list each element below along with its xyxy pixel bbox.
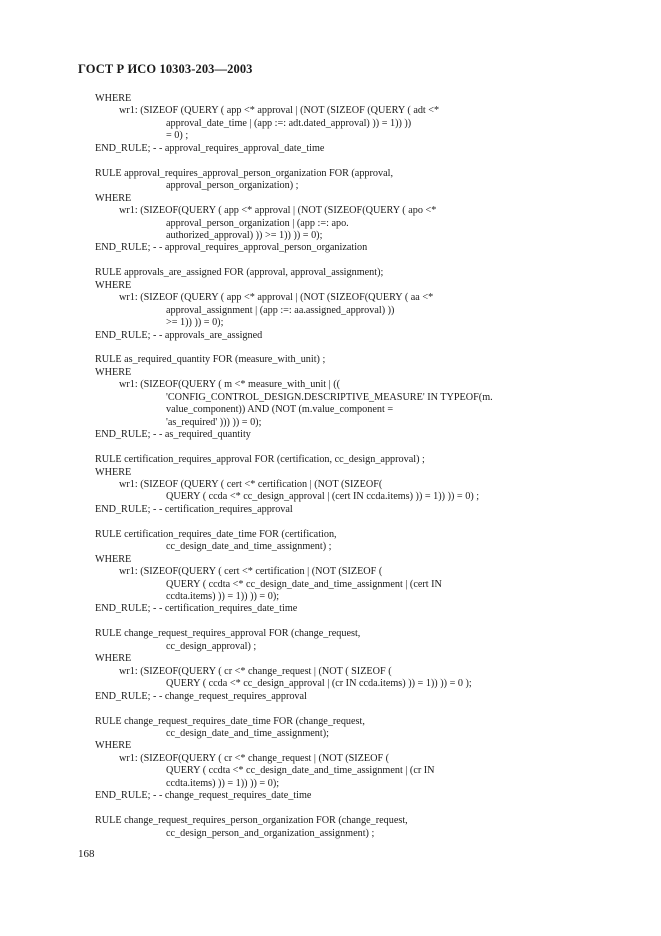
code-line: QUERY ( ccdta <* cc_design_date_and_time_assignment | (cr IN bbox=[166, 765, 435, 777]
code-line: WHERE bbox=[95, 366, 132, 378]
code-line: WHERE bbox=[95, 740, 132, 752]
code-line: END_RULE; - - change_request_requires_date_time bbox=[95, 790, 312, 802]
code-line: QUERY ( ccda <* cc_design_approval | (cr IN ccda.items) )) = 1)) )) = 0 ); bbox=[166, 678, 472, 690]
code-line: END_RULE; - - change_request_requires_approval bbox=[95, 690, 307, 702]
code-line: RULE certification_requires_approval FOR (certification, cc_design_approval) ; bbox=[95, 454, 425, 466]
code-line: END_RULE; - - approvals_are_assigned bbox=[95, 329, 263, 341]
code-line: wr1: (SIZEOF(QUERY ( cr <* change_request | (NOT ( SIZEOF ( bbox=[119, 665, 392, 677]
code-line: RULE approval_requires_approval_person_organization FOR (approval, bbox=[95, 167, 393, 179]
code-line: END_RULE; - - certification_requires_approval bbox=[95, 503, 293, 515]
code-line: WHERE bbox=[95, 466, 132, 478]
code-line: wr1: (SIZEOF (QUERY ( app <* approval | (NOT (SIZEOF (QUERY ( adt <* bbox=[119, 105, 440, 117]
code-line: WHERE bbox=[95, 553, 132, 565]
code-line: RULE change_request_requires_person_organization FOR (change_request, bbox=[95, 815, 408, 827]
code-line: approval_assignment | (app :=: aa.assigned_approval) )) bbox=[166, 304, 395, 316]
code-line: RULE change_request_requires_date_time FOR (change_request, bbox=[95, 715, 365, 727]
code-line: approval_date_time | (app :=: adt.dated_approval) )) = 1)) )) bbox=[166, 117, 412, 129]
code-line: ccdta.items) )) = 1)) )) = 0); bbox=[166, 777, 280, 789]
code-line: approval_person_organization | (app :=: apo. bbox=[166, 217, 349, 229]
code-line: cc_design_approval) ; bbox=[166, 640, 257, 652]
code-line: = 0) ; bbox=[166, 130, 189, 142]
code-line: cc_design_date_and_time_assignment) ; bbox=[166, 541, 332, 553]
code-line: wr1: (SIZEOF(QUERY ( cr <* change_request | (NOT (SIZEOF ( bbox=[119, 752, 390, 764]
code-line: cc_design_date_and_time_assignment); bbox=[166, 727, 329, 739]
code-line: ccdta.items) )) = 1)) )) = 0); bbox=[166, 591, 280, 602]
code-line: RULE approvals_are_assigned FOR (approval, approval_assignment); bbox=[95, 267, 384, 279]
code-line: >= 1)) )) = 0); bbox=[166, 317, 224, 329]
code-line: WHERE bbox=[95, 192, 132, 204]
code-line: END_RULE; - - certification_requires_date_time bbox=[95, 603, 298, 615]
standard-header: ГОСТ Р ИСО 10303-203—2003 bbox=[78, 62, 253, 76]
code-line: 'CONFIG_CONTROL_DESIGN.DESCRIPTIVE_MEASURE' IN TYPEOF(m. bbox=[166, 391, 493, 403]
code-line: RULE as_required_quantity FOR (measure_with_unit) ; bbox=[95, 354, 326, 366]
code-line: QUERY ( ccdta <* cc_design_date_and_time_assignment | (cert IN bbox=[166, 578, 442, 590]
code-line: 'as_required' ))) )) = 0); bbox=[166, 416, 262, 428]
code-line: END_RULE; - - approval_requires_approval_person_organization bbox=[95, 242, 368, 254]
code-line: WHERE bbox=[95, 279, 132, 291]
code-line: wr1: (SIZEOF(QUERY ( m <* measure_with_unit | (( bbox=[119, 379, 341, 391]
code-line: QUERY ( ccda <* cc_design_approval | (cert IN ccda.items) )) = 1)) )) = 0) ; bbox=[166, 491, 480, 503]
code-line: wr1: (SIZEOF(QUERY ( cert <* certification | (NOT (SIZEOF ( bbox=[119, 566, 383, 578]
code-line: RULE change_request_requires_approval FOR (change_request, bbox=[95, 628, 361, 640]
code-line: wr1: (SIZEOF (QUERY ( cert <* certification | (NOT (SIZEOF( bbox=[119, 478, 383, 490]
code-line: cc_design_person_and_organization_assignment) ; bbox=[166, 827, 375, 839]
code-line: wr1: (SIZEOF (QUERY ( app <* approval | (NOT (SIZEOF(QUERY ( aa <* bbox=[119, 292, 434, 304]
page-number: 168 bbox=[78, 848, 95, 860]
code-line: RULE certification_requires_date_time FOR (certification, bbox=[95, 528, 337, 540]
code-line: value_component)) AND (NOT (m.value_component = bbox=[166, 404, 394, 416]
code-line: wr1: (SIZEOF(QUERY ( app <* approval | (NOT (SIZEOF(QUERY ( apo <* bbox=[119, 205, 437, 217]
code-line: authorized_approval) )) >= 1)) )) = 0); bbox=[166, 229, 323, 241]
code-line: WHERE bbox=[95, 93, 132, 104]
code-line: END_RULE; - - as_required_quantity bbox=[95, 429, 251, 441]
code-line: END_RULE; - - approval_requires_approval_date_time bbox=[95, 142, 325, 154]
code-line: WHERE bbox=[95, 653, 132, 665]
code-line: approval_person_organization) ; bbox=[166, 180, 299, 192]
